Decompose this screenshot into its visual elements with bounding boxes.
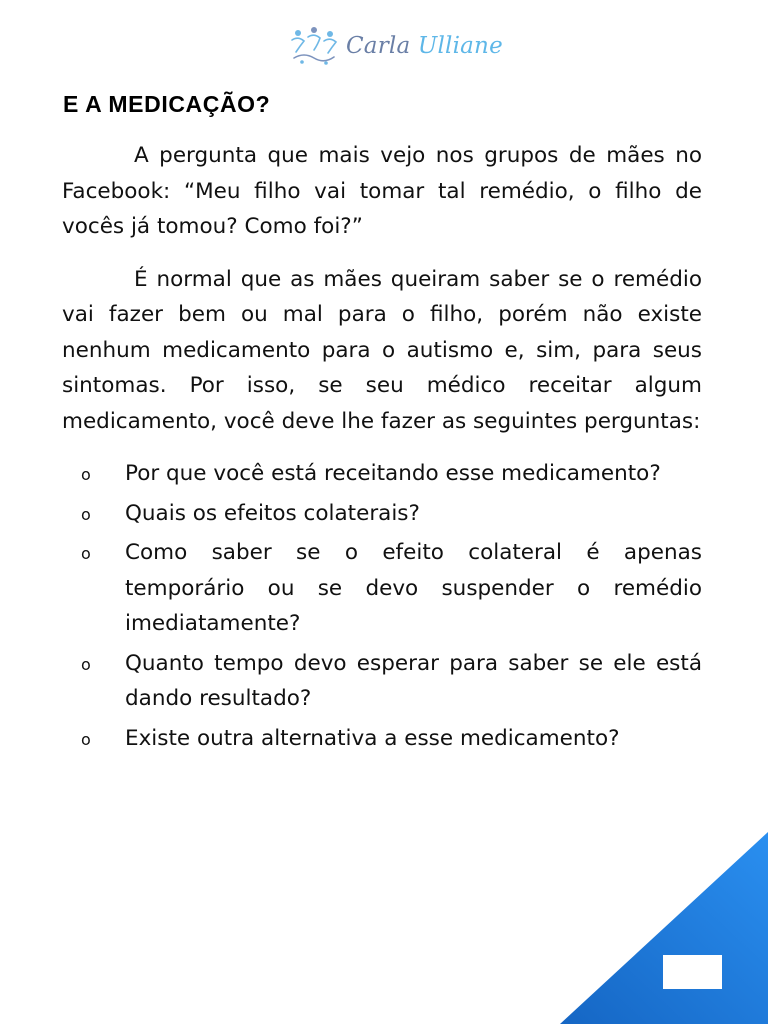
list-item bbox=[62, 721, 702, 757]
corner-decoration bbox=[560, 832, 768, 1024]
bullet-marker: o bbox=[81, 654, 91, 674]
bullet-marker: o bbox=[81, 544, 91, 563]
brand-logo bbox=[288, 24, 503, 68]
list-item bbox=[62, 456, 702, 492]
list-item-text: Como saber se o efeito colateral é apenas temporário ou se devo suspender o remédio imediatamente? bbox=[125, 540, 702, 636]
decorative-figures-icon bbox=[288, 24, 344, 68]
bullet-marker: o bbox=[81, 729, 91, 749]
corner-triangle bbox=[560, 832, 768, 1024]
section-heading: E A MEDICAÇÃO? bbox=[63, 91, 271, 117]
page-number-box bbox=[663, 955, 722, 989]
logo-last-name: Ulliane bbox=[417, 33, 503, 59]
logo-first-name: Carla bbox=[346, 33, 411, 59]
list-item-text: Quais os efeitos colaterais? bbox=[125, 500, 420, 526]
logo-wordmark bbox=[346, 33, 503, 59]
list-item-text: Por que você está receitando esse medicamento? bbox=[125, 461, 661, 486]
question-list bbox=[62, 456, 702, 756]
paragraph-advice: É normal que as mães queiram saber se o remédio vai fazer bem ou mal para o filho, porém não existe nenhum medicamento para o autismo e, sim, para seus sintomas. Por isso, se seu médico receitar algum medicamento, você deve lhe fazer as seguintes perguntas: bbox=[62, 266, 702, 434]
list-item-text: Quanto tempo devo esperar para saber se ele está dando resultado? bbox=[125, 650, 702, 711]
paragraph-intro: A pergunta que mais vejo nos grupos de mães no Facebook: “Meu filho vai tomar tal remédio, o filho de vocês já tomou? Como foi?” bbox=[62, 143, 702, 239]
bullet-marker: o bbox=[81, 504, 91, 524]
list-item-text: Existe outra alternativa a esse medicamento? bbox=[125, 725, 620, 751]
list-item bbox=[62, 535, 702, 642]
list-item bbox=[62, 646, 702, 717]
bullet-marker: o bbox=[81, 465, 91, 484]
list-item bbox=[62, 496, 702, 532]
document-body bbox=[62, 138, 702, 760]
